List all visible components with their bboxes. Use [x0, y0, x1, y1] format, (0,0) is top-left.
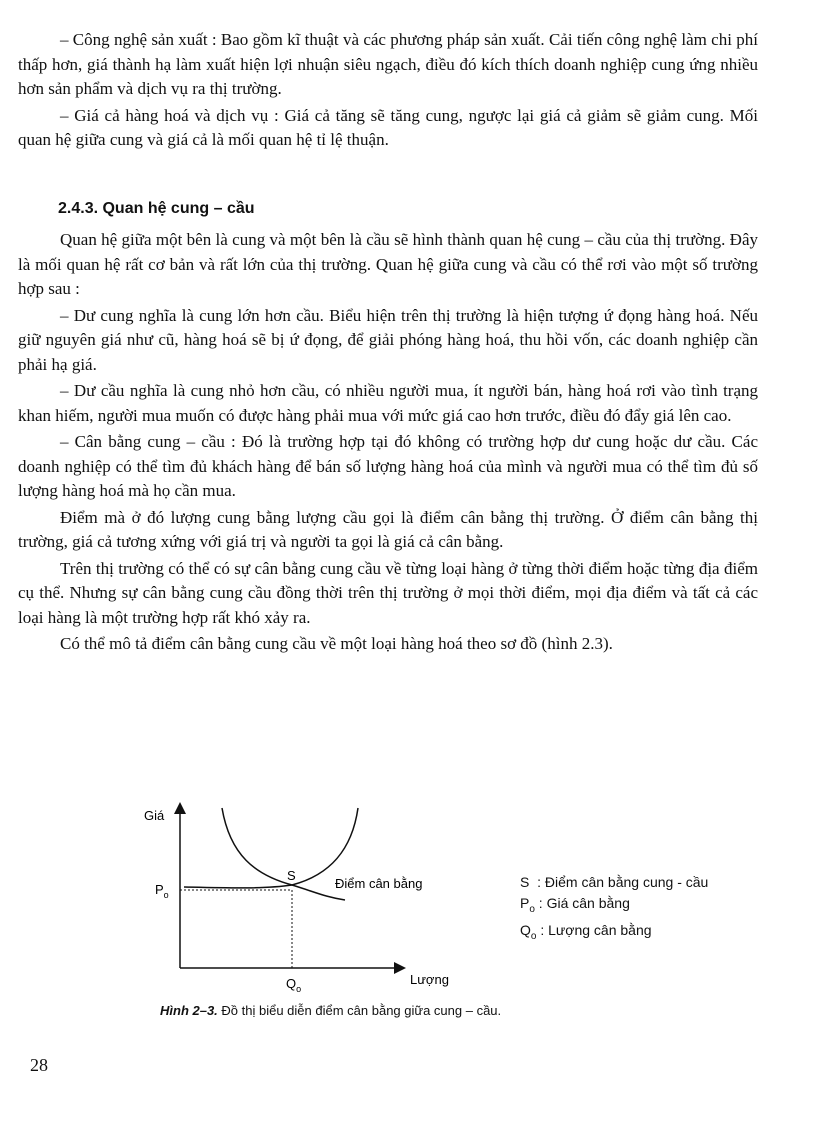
- paragraph-market-balance: Trên thị trường có thể có sự cân bằng cung cầu về từng loại hàng ở từng thời điểm hoặc từng địa điểm cụ thể. Nhưng sự cân bằng cung cầu đồng thời trên thị trường ở mọi thời điểm, mọi địa điểm và tất cả các loại hàng là một trường hợp rất khó xảy ra.: [18, 558, 758, 627]
- caption-label: Hình 2–3.: [160, 1003, 218, 1018]
- price-label: $P_o$: [155, 882, 169, 900]
- caption-text: Đồ thị biểu diễn điểm cân bằng giữa cung – cầu.: [221, 1003, 502, 1018]
- paragraph-price: – Giá cả hàng hoá và dịch vụ : Giá cả tăng sẽ tăng cung, ngược lại giá cả giảm sẽ giảm cung. Mối quan hệ giữa cung và giá cả là mối quan hệ tỉ lệ thuận.: [18, 105, 758, 149]
- legend-item-p: $P_o$ : Giá cân bằng: [520, 895, 630, 915]
- page-number: 28: [30, 1055, 48, 1075]
- figure-legend: [520, 872, 708, 947]
- paragraph-figure-reference: Có thể mô tả điểm cân bằng cung cầu về một loại hàng hoá theo sơ đồ (hình 2.3).: [60, 634, 613, 653]
- paragraph-technology: – Công nghệ sản xuất : Bao gồm kĩ thuật và các phương pháp sản xuất. Cải tiến công nghệ làm chi phí thấp hơn, giá thành hạ làm xuất hiện lợi nhuận siêu ngạch, điều đó kích thích doanh nghiệp cung ứng nhiều hơn sản phẩm và dịch vụ ra thị trường.: [18, 30, 758, 98]
- section-heading: 2.4.3. Quan hệ cung – cầu: [58, 200, 255, 217]
- x-axis-label: Lượng: [410, 972, 449, 987]
- figure-caption: [160, 1003, 501, 1018]
- paragraph-equilibrium: – Cân bằng cung – cầu : Đó là trường hợp tại đó không có trường hợp dư cung hoặc dư cầu. Các doanh nghiệp có thể tìm đủ khách hàng để bán số lượng hàng hoá của mình và người mua có thể tìm đủ số lượng hàng hoá mà họ cần mua.: [18, 432, 758, 500]
- paragraph-equilibrium-point: Điểm mà ở đó lượng cung bằng lượng cầu gọi là điểm cân bằng thị trường. Ở điểm cân bằng thị trường, giá cả tương xứng với giá trị và người ta gọi là giá cả cân bằng.: [18, 507, 758, 551]
- quantity-label: $Q_o$: [286, 976, 302, 994]
- paragraph-excess-supply: – Dư cung nghĩa là cung lớn hơn cầu. Biểu hiện trên thị trường là hiện tượng ứ đọng hàng hoá. Nếu giữ nguyên giá như cũ, hàng hoá sẽ bị ứ đọng, để giải phóng hàng hoá, thu hồi vốn, các doanh nghiệp cần phải hạ giá.: [18, 305, 758, 374]
- y-axis-label: Giá: [144, 808, 165, 823]
- paragraph-supply-demand-intro: Quan hệ giữa một bên là cung và một bên là cầu sẽ hình thành quan hệ cung – cầu của thị trường. Đây là mối quan hệ rất cơ bản và rất lớn của thị trường. Quan hệ giữa cung và cầu có thể rơi vào một số trường hợp sau :: [18, 230, 758, 298]
- main-text-block: [18, 228, 758, 659]
- supply-curve: [184, 808, 358, 888]
- legend-item-q: $Q_o$ : Lượng cân bằng: [520, 921, 652, 942]
- equilibrium-point-label: S: [287, 868, 296, 883]
- equilibrium-annotation: Điểm cân bằng: [335, 876, 423, 891]
- legend-item-s: S : Điểm cân bằng cung - cầu: [520, 874, 709, 890]
- paragraph-excess-demand: – Dư cầu nghĩa là cung nhỏ hơn cầu, có nhiều người mua, ít người bán, hàng hoá rơi vào tình trạng khan hiếm, người mua muốn có được hàng phải mua với mức giá cao hơn trước, điều đó đẩy giá lên cao.: [18, 381, 758, 425]
- intro-text-block: [18, 28, 758, 155]
